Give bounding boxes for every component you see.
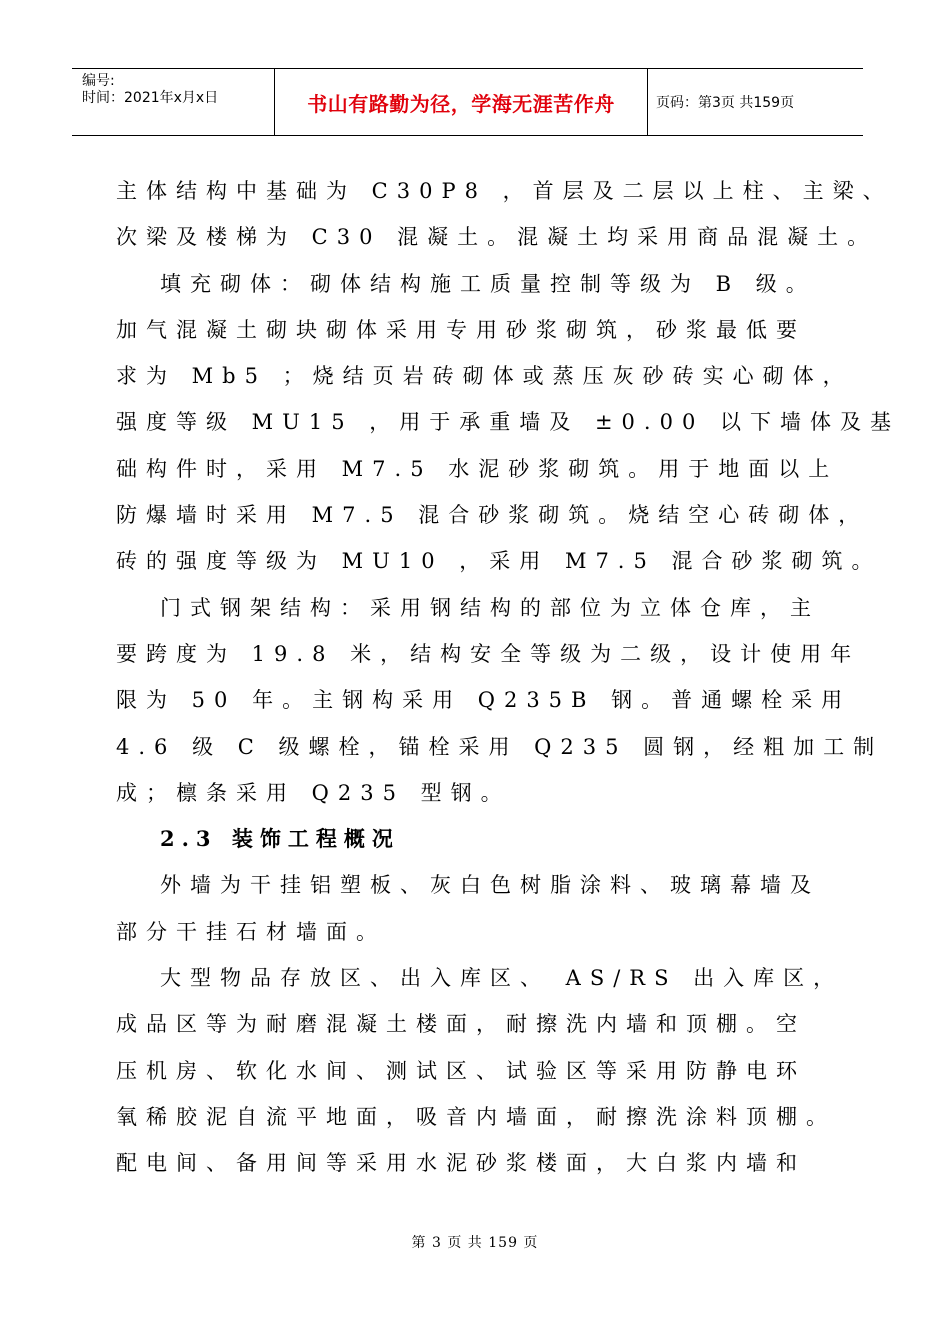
body-line: 氧稀胶泥自流平地面，吸音内墙面，耐擦洗涂料顶棚。 (116, 1104, 836, 1129)
body-line: 部分干挂石材墙面。 (116, 919, 386, 944)
header-motto: 书山有路勤为径，学海无涯苦作舟 (307, 91, 615, 116)
body-line: 配电间、备用间等采用水泥砂浆楼面，大白浆内墙和 (116, 1151, 806, 1176)
body-line: 砖的强度等级为 MU10 ，采用 M7.5 混合砂浆砌筑。 (116, 549, 882, 574)
body-line: 成；檩条采用 Q235 型钢。 (116, 780, 511, 805)
body-line: 主体结构中基础为 C30P8 ，首层及二层以上柱、主梁、 (116, 179, 893, 203)
body-line: 门式钢架结构：采用钢结构的部位为立体仓库，主 (160, 595, 820, 620)
body-line: 大型物品存放区、出入库区、 AS/RS 出入库区， (160, 966, 844, 991)
body-line: 防爆墙时采用 M7.5 混合砂浆砌筑。烧结空心砖砌体， (116, 503, 869, 528)
body-line: 成品区等为耐磨混凝土楼面，耐擦洗内墙和顶棚。空 (116, 1012, 806, 1037)
document-body (116, 168, 900, 1187)
page-footer (0, 1232, 950, 1252)
body-line: 限为 50 年。主钢构采用 Q235B 钢。普通螺栓采用 (116, 688, 852, 713)
body-line: 要跨度为 19.8 米，结构安全等级为二级，设计使用年 (116, 641, 861, 666)
document-date-label: 时间：2021年x月x日 (82, 90, 219, 106)
header-page-cell (648, 69, 863, 135)
header-meta-cell (72, 69, 275, 135)
body-line: 外墙为干挂铝塑板、灰白色树脂涂料、玻璃幕墙及 (160, 873, 820, 898)
header-page-number: 页码：第3页 共159页 (656, 95, 795, 111)
body-line: 强度等级 MU15 ，用于承重墙及 ±0.00 以下墙体及基 (116, 410, 900, 435)
page-header (72, 68, 863, 136)
body-line: 加气混凝土砌块砌体采用专用砂浆砌筑，砂浆最低要 (116, 317, 806, 342)
body-line: 压机房、软化水间、测试区、试验区等采用防静电环 (116, 1058, 806, 1083)
header-motto-cell (275, 69, 648, 135)
body-line: 求为 Mb5 ；烧结页岩砖砌体或蒸压灰砂砖实心砌体， (116, 364, 853, 389)
body-line: 4.6 级 C 级螺栓，锚栓采用 Q235 圆钢，经粗加工制 (116, 734, 884, 759)
body-line: 础构件时，采用 M7.5 水泥砂浆砌筑。用于地面以上 (116, 456, 839, 481)
document-number-label: 编号: (82, 73, 115, 89)
body-line: 次梁及楼梯为 C30 混凝土。混凝土均采用商品混凝土。 (116, 225, 878, 250)
body-line: 填充砌体：砌体结构施工质量控制等级为 B 级。 (160, 271, 816, 296)
section-heading: 2.3 装饰工程概况 (160, 826, 400, 852)
footer-page-number: 第 3 页 共 159 页 (411, 1235, 539, 1251)
